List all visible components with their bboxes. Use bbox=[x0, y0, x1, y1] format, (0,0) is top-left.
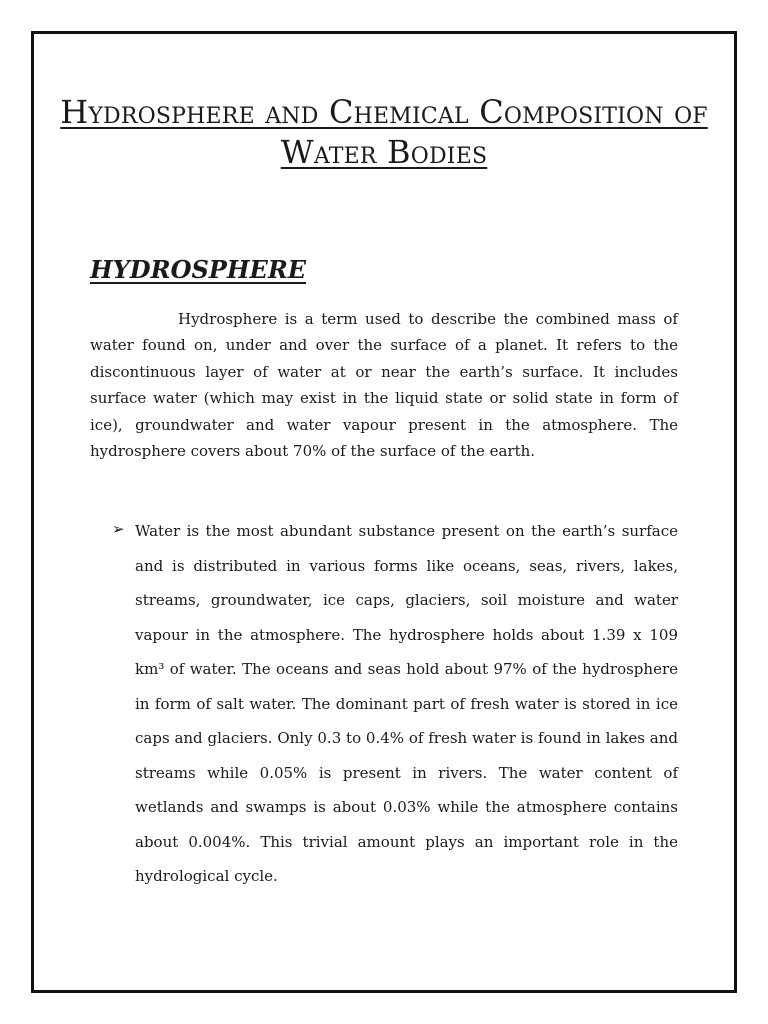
section-heading: HYDROSPHERE bbox=[90, 255, 307, 284]
intro-paragraph: Hydrosphere is a term used to describe the combined mass of water found on, under and over the surface of a planet. It refers to the discontinuous layer of water at or near the earth’s surface. It includes surface water (which may exist in the liquid state or solid state in form of ice), groundwater and water vapour present in the atmosphere. The hydrosphere covers about 70% of the surface of the earth. bbox=[90, 310, 678, 461]
arrow-bullet-icon: ➢ bbox=[112, 520, 125, 538]
bullet-paragraph: Water is the most abundant substance present on the earth’s surface and is distributed in various forms like oceans, seas, rivers, lakes, streams, groundwater, ice caps, glaciers, soil moisture and water vapour in the atmosphere. The hydrosphere holds about 1.39 x 109 km³ of water. The oceans and seas hold about 97% of the hydrosphere in form of salt water. The dominant part of fresh water is stored in ice caps and glaciers. Only 0.3 to 0.4% of fresh water is found in lakes and streams while 0.05% is present in rivers. The water content of wetlands and swamps is about 0.03% while the atmosphere contains about 0.004%. This trivial amount plays an important role in the hydrological cycle. bbox=[135, 522, 678, 885]
bullet-item bbox=[112, 514, 678, 894]
document-title: Hydrosphere and Chemical Composition of Water Bodies bbox=[60, 93, 708, 171]
